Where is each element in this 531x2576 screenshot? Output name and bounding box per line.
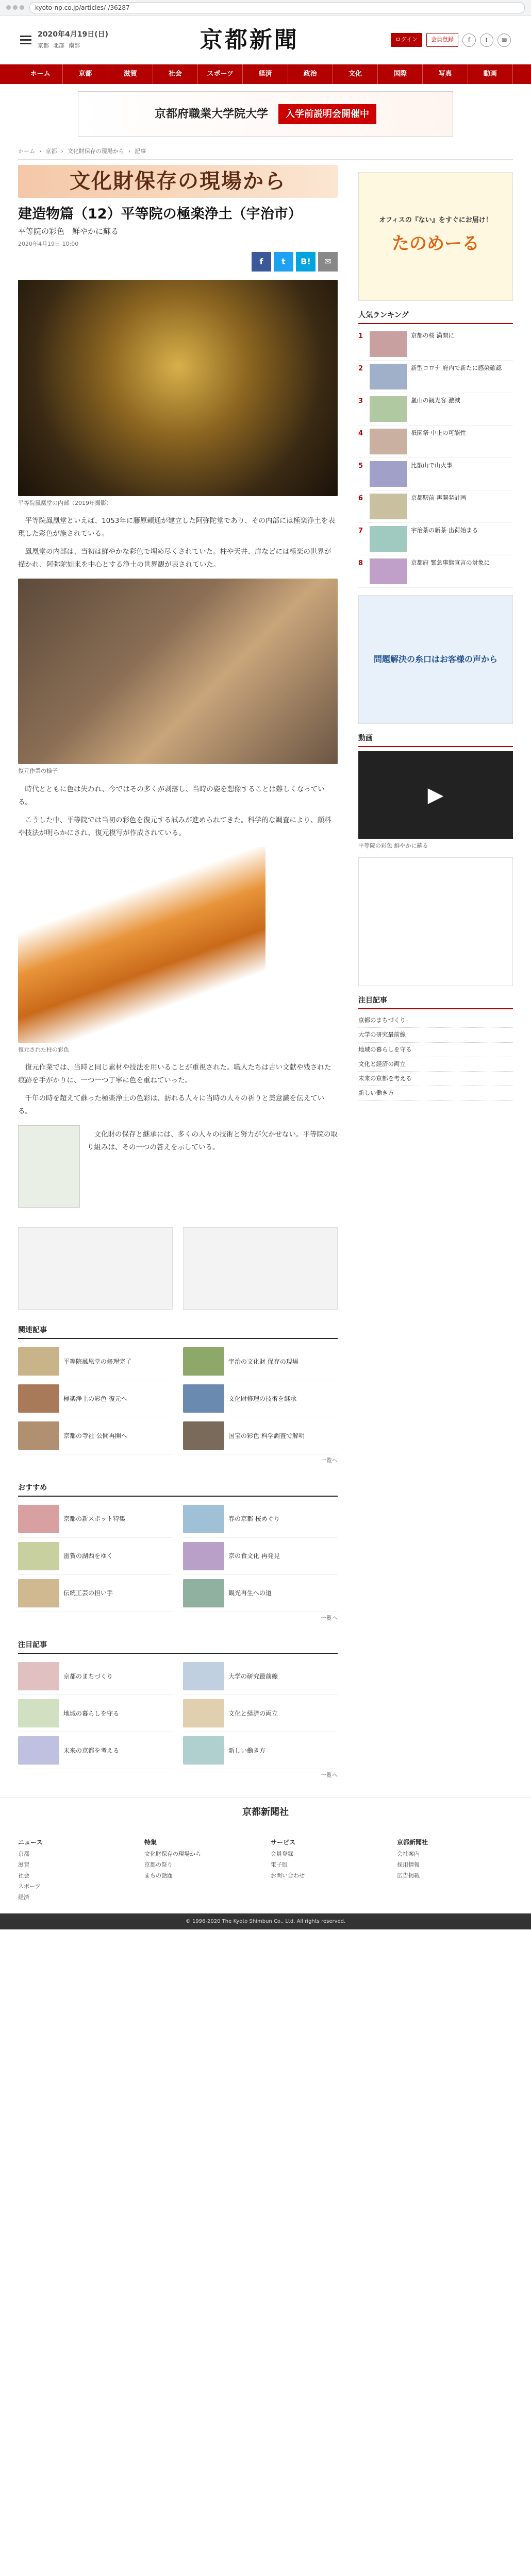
photo-caption: 復元作業の様子 [18, 768, 58, 775]
window-controls [6, 5, 24, 10]
article-title: 建造物篇（12）平等院の極楽浄土（宇治市） [18, 206, 302, 222]
nav-item-photo[interactable]: 写真 [423, 64, 468, 84]
breadcrumb-item[interactable]: 京都 [45, 148, 57, 155]
site-header [18, 15, 513, 64]
mail-icon[interactable]: ✉ [497, 33, 511, 47]
paragraph: 文化財の保存と継承には、多くの人々の技術と努力が欠かせない。平等院の取り組みは、その一つの答えを示している。 [87, 1130, 338, 1152]
breadcrumb-item[interactable]: 文化財保存の現場から [67, 148, 124, 155]
footer-column: 京都新聞社 会社案内 採用情報 広告掲載 [397, 1838, 428, 1879]
map-image[interactable] [18, 1125, 80, 1208]
list-item[interactable]: 国宝の彩色 科学調査で解明 [183, 1417, 338, 1454]
list-item[interactable]: 地域の暮らしを守る [358, 1043, 513, 1057]
ranking-item[interactable]: 4 祇園祭 中止の可能性 [358, 426, 513, 458]
list-item[interactable]: 文化と経済の両立 [183, 1695, 338, 1732]
photo-caption: 復元された柱の彩色 [18, 1046, 69, 1053]
more-link[interactable]: 一覧へ [321, 1614, 338, 1621]
publish-date: 2020年4月19日 10:00 [18, 241, 79, 248]
list-item[interactable]: 文化財修理の技術を継承 [183, 1380, 338, 1417]
browser-bar [0, 0, 531, 15]
list-item[interactable]: 宇治の文化財 保存の現場 [183, 1343, 338, 1380]
breadcrumb-item[interactable]: ホーム [18, 148, 35, 155]
nav-item-society[interactable]: 社会 [153, 64, 198, 84]
weather-north[interactable]: 北部 [53, 42, 64, 49]
article-main [18, 165, 338, 1782]
paragraph: こうした中、平等院では当初の彩色を復元する試みが進められてきた。科学的な調査により、顔料や技法が明らかにされ、復元模写が作成されている。 [18, 816, 331, 837]
more-link[interactable]: 一覧へ [321, 1772, 338, 1779]
weather-kyoto[interactable]: 京都 [38, 42, 49, 49]
list-item[interactable]: 新しい働き方 [358, 1086, 513, 1100]
ranking-heading: 人気ランキング [358, 310, 513, 324]
paragraph: 復元作業では、当時と同じ素材や技法を用いることが重視された。職人たちは古い文献や残された痕跡を手がかりに、一つ一つ丁寧に色を重ねていった。 [18, 1063, 331, 1085]
list-item[interactable]: 未来の京都を考える [18, 1732, 173, 1769]
share-twitter-icon[interactable]: t [274, 252, 293, 272]
ranking-item[interactable]: 5 比叡山で山火事 [358, 458, 513, 490]
play-icon[interactable]: ▶ [427, 783, 444, 807]
list-item[interactable]: 滋賀の湖西をゆく [18, 1538, 173, 1575]
list-item[interactable]: 京都の新スポット特集 [18, 1501, 173, 1538]
share-hatena-icon[interactable]: B! [296, 252, 316, 272]
login-button[interactable]: ログイン [391, 33, 422, 47]
current-date: 2020年4月19日(日) [38, 30, 108, 39]
nav-item-shiga[interactable]: 滋賀 [108, 64, 153, 84]
article-body [18, 515, 338, 571]
ranking-item[interactable]: 6 京都駅前 再開発計画 [358, 490, 513, 523]
ad-text: 問題解決の糸口はお客様の声から [373, 654, 497, 664]
figure [18, 847, 338, 1055]
site-footer [0, 1798, 531, 1929]
date-weather [38, 29, 108, 50]
ranking-item[interactable]: 7 宇治茶の新茶 出荷始まる [358, 523, 513, 555]
paragraph: 千年の時を超えて蘇った極楽浄土の色彩は、訪れる人々に当時の人々の祈りと美意識を伝えている。 [18, 1094, 324, 1116]
list-item[interactable]: 平等院鳳凰堂の修理完了 [18, 1343, 173, 1380]
list-item[interactable]: 大学の研究最前線 [183, 1658, 338, 1695]
copyright: © 1996-2020 The Kyoto Shimbun Co., Ltd. All rights reserved. [0, 1913, 531, 1929]
list-item[interactable]: 新しい働き方 [183, 1732, 338, 1769]
nav-item-international[interactable]: 国際 [378, 64, 423, 84]
facebook-icon[interactable]: f [462, 33, 476, 47]
list-item[interactable]: 地域の暮らしを守る [18, 1695, 173, 1732]
inline-ad[interactable] [183, 1227, 338, 1310]
video-player[interactable] [358, 751, 513, 839]
nav-item-kyoto[interactable]: 京都 [63, 64, 108, 84]
list-item[interactable]: 伝統工芸の担い手 [18, 1575, 173, 1612]
photo-hall-interior[interactable] [18, 280, 338, 496]
figure [18, 280, 338, 508]
sidebar-ad[interactable] [358, 172, 513, 301]
section-heading: おすすめ [18, 1483, 338, 1497]
video-caption: 平等院の彩色 鮮やかに蘇る [358, 842, 428, 849]
section-heading: 注目記事 [18, 1640, 338, 1654]
site-logo[interactable]: 京都新聞 [200, 26, 299, 53]
footer-column: サービス 会員登録 電子版 お問い合わせ [271, 1838, 305, 1879]
figure [18, 579, 338, 776]
ranking-item[interactable]: 2 新型コロナ 府内で新たに感染確認 [358, 361, 513, 393]
ad-brand: たのめーる [392, 233, 479, 254]
recommend-section [18, 1483, 338, 1625]
photo-pillar-color[interactable] [18, 847, 266, 1043]
series-banner[interactable]: 文化財保存の現場から [18, 165, 338, 198]
sidebar [358, 165, 513, 1782]
menu-icon[interactable] [20, 36, 31, 44]
ad-cta: 入学前説明会開催中 [278, 104, 376, 124]
list-item[interactable]: 京都の寺社 公開再開へ [18, 1417, 173, 1454]
footer-logo[interactable]: 京都新聞社 [242, 1806, 289, 1818]
more-link[interactable]: 一覧へ [321, 1457, 338, 1464]
list-item[interactable]: 大学の研究最前線 [358, 1028, 513, 1042]
nav-item-sports[interactable]: スポーツ [198, 64, 243, 84]
ad-text: オフィスの『ない』をすぐにお届け！ [379, 216, 492, 225]
related-section [18, 1325, 338, 1467]
nav-item-culture[interactable]: 文化 [333, 64, 378, 84]
ad-text: 京都府職業大学院大学 [154, 107, 268, 121]
pickup-heading: 注目記事 [358, 995, 513, 1009]
video-heading: 動画 [358, 733, 513, 747]
list-item[interactable]: 極楽浄土の彩色 復元へ [18, 1380, 173, 1417]
paragraph: 鳳凰堂の内部は、当初は鮮やかな彩色で埋め尽くされていた。柱や天井、扉などには極楽の世界が描かれ、阿弥陀如来を中心とする浄土の世界観が表されていた。 [18, 548, 331, 569]
nav-item-video[interactable]: 動画 [468, 64, 513, 84]
ranking-item[interactable]: 1 京都の桜 満開に [358, 328, 513, 361]
photo-caption: 平等院鳳凰堂の内部（2019年撮影） [18, 499, 112, 506]
share-bar [18, 252, 338, 272]
footer-column: ニュース 京都 滋賀 社会 スポーツ 経済 [18, 1838, 43, 1901]
paragraph: 時代とともに色は失われ、今ではその多くが剥落し、当時の姿を想像することは難しくなっている。 [18, 785, 325, 806]
footer-column: 特集 文化財保存の現場から 京都の祭り まちの話題 [144, 1838, 201, 1879]
sidebar-ad[interactable] [358, 857, 513, 986]
nav-item-economy[interactable]: 経済 [243, 64, 288, 84]
list-item[interactable]: 京都のまちづくり [358, 1013, 513, 1028]
nav-item-home[interactable]: ホーム [18, 64, 63, 84]
url-bar[interactable]: kyoto-np.co.jp/articles/-/36287 [29, 2, 525, 13]
list-item[interactable]: 春の京都 桜めぐり [183, 1501, 338, 1538]
sidebar-ad[interactable] [358, 595, 513, 724]
list-item[interactable]: 京都のまちづくり [18, 1658, 173, 1695]
paragraph: 平等院鳳凰堂といえば、1053年に藤原頼通が建立した阿弥陀堂であり、その内部には極楽浄土を表現した彩色が施されている。 [18, 517, 335, 538]
breadcrumb: ホーム › 京都 › 文化財保存の現場から › 記事 [18, 144, 513, 160]
ranking-item[interactable]: 3 嵐山の観光客 激減 [358, 393, 513, 426]
article-subtitle: 平等院の彩色 鮮やかに蘇る [18, 226, 119, 236]
section-heading: 関連記事 [18, 1325, 338, 1339]
main-nav [0, 64, 531, 84]
list-item[interactable]: 文化と経済の両立 [358, 1057, 513, 1072]
share-mail-icon[interactable]: ✉ [318, 252, 338, 272]
share-facebook-icon[interactable]: f [252, 252, 271, 272]
weather-south[interactable]: 南部 [69, 42, 80, 49]
list-item[interactable]: 京の食文化 再発見 [183, 1538, 338, 1575]
photo-restoration[interactable] [18, 579, 338, 764]
inline-ad[interactable] [18, 1227, 173, 1310]
pickup-list [358, 1013, 513, 1101]
register-button[interactable]: 会員登録 [426, 33, 458, 47]
twitter-icon[interactable]: t [480, 33, 493, 47]
ranking-item[interactable]: 8 京都府 緊急事態宣言の対象に [358, 555, 513, 588]
list-item[interactable]: 未来の京都を考える [358, 1072, 513, 1086]
top-ad-banner[interactable] [78, 91, 453, 137]
breadcrumb-item: 記事 [135, 148, 146, 155]
list-item[interactable]: 観光再生への道 [183, 1575, 338, 1612]
featured-section [18, 1640, 338, 1782]
nav-item-politics[interactable]: 政治 [288, 64, 333, 84]
